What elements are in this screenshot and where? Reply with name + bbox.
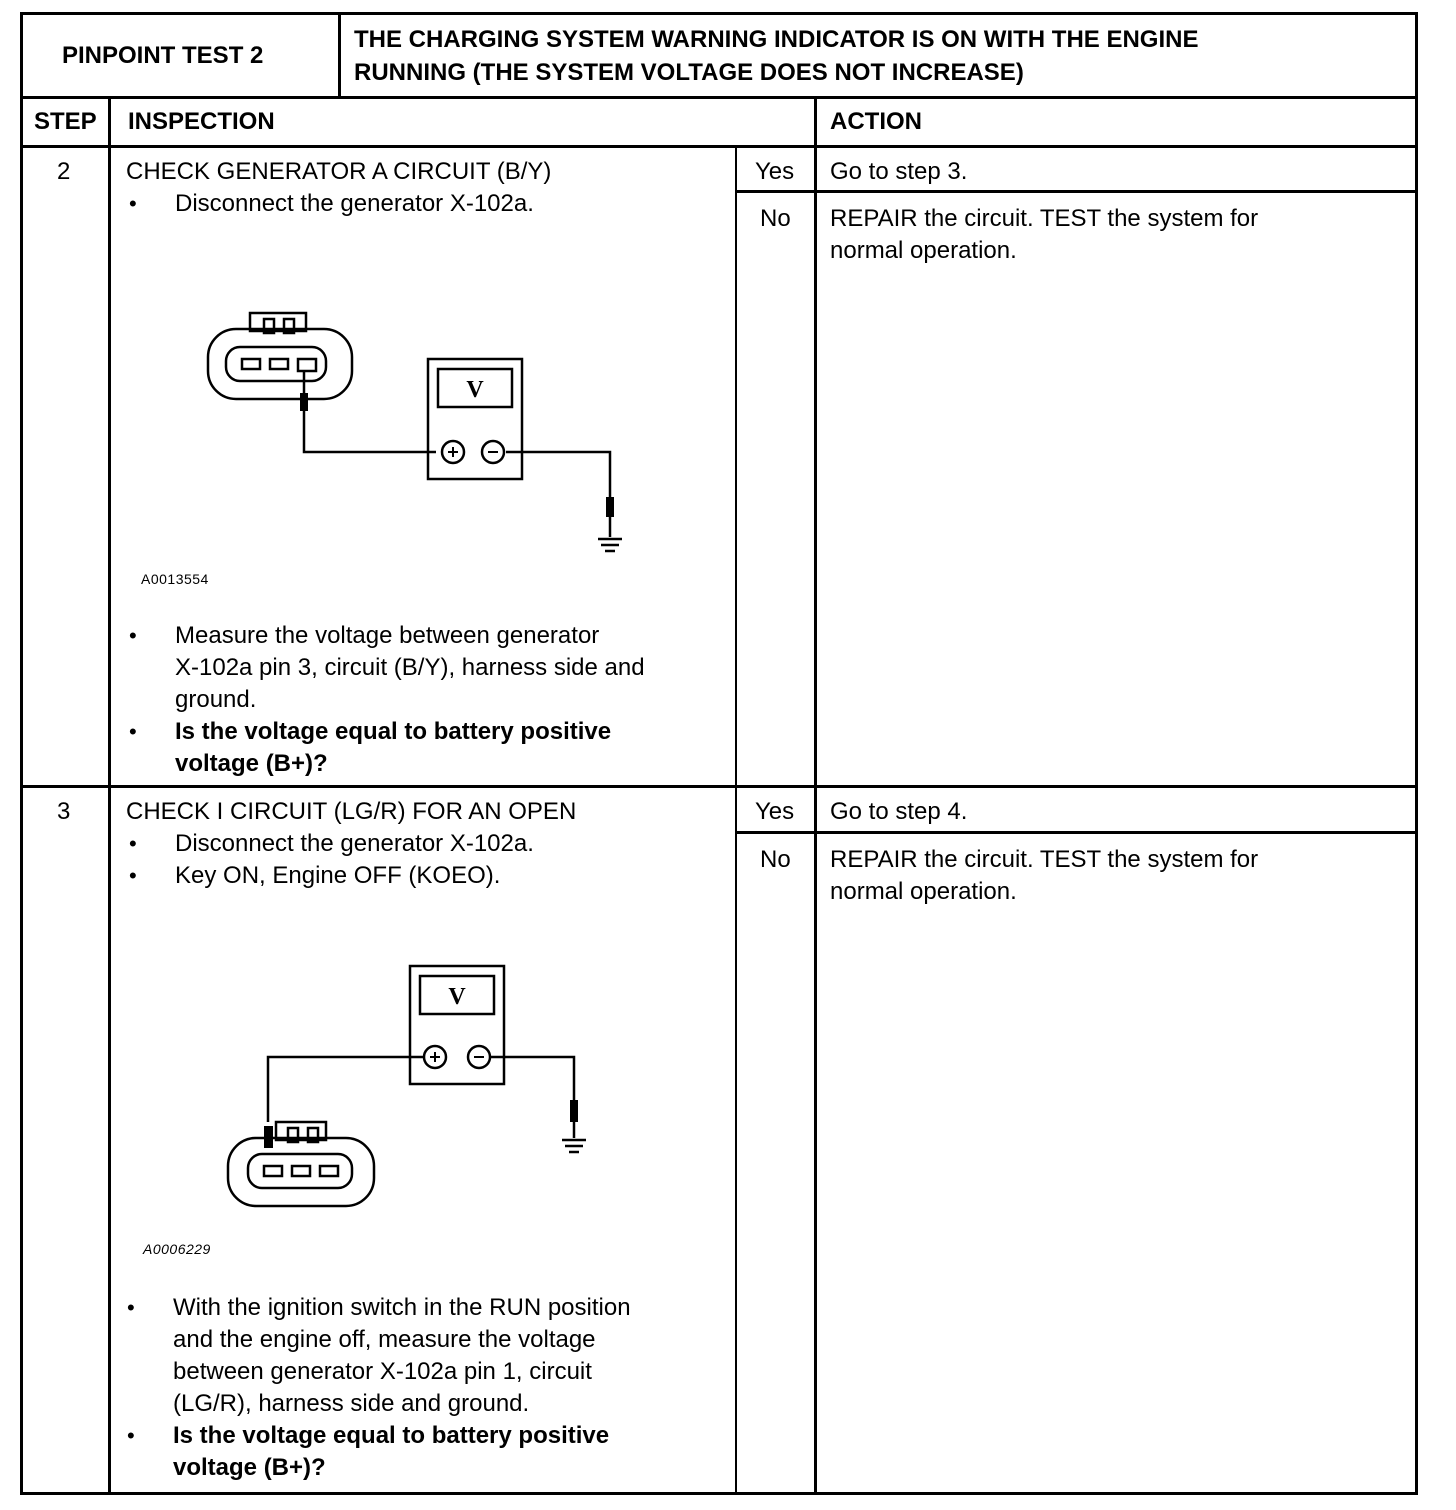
step-number: 2 xyxy=(57,158,71,185)
connector-voltmeter-diagram xyxy=(220,962,620,1212)
connector-icon xyxy=(228,1122,374,1206)
instruction-line: X-102a pin 3, circuit (B/Y), harness side and xyxy=(175,654,645,681)
instruction-item: Key ON, Engine OFF (KOEO). xyxy=(175,862,501,889)
no-label: No xyxy=(760,205,791,232)
ground-icon xyxy=(598,497,622,551)
figure-code: A0013554 xyxy=(141,571,209,587)
ground-icon xyxy=(562,1100,586,1152)
bullet-icon: • xyxy=(129,863,137,888)
wire xyxy=(268,1057,574,1122)
pinpoint-test-label: PINPOINT TEST 2 xyxy=(62,42,264,69)
connector-voltmeter-diagram xyxy=(200,305,650,565)
figure-code: A0006229 xyxy=(143,1241,211,1257)
probe-icon xyxy=(300,393,308,411)
no-action-line: normal operation. xyxy=(830,878,1017,905)
column-header-action: ACTION xyxy=(830,108,922,135)
bullet-icon: • xyxy=(129,831,137,856)
step-title: CHECK I CIRCUIT (LG/R) FOR AN OPEN xyxy=(126,798,577,825)
instruction-line: (LG/R), harness side and ground. xyxy=(173,1390,530,1417)
instruction-item: Disconnect the generator X-102a. xyxy=(175,830,534,857)
no-action-line: REPAIR the circuit. TEST the system for xyxy=(830,846,1259,873)
meter-label: V xyxy=(466,377,484,403)
instruction-line: ground. xyxy=(175,686,257,713)
no-action-line: normal operation. xyxy=(830,237,1017,264)
test-title-line-2: RUNNING (THE SYSTEM VOLTAGE DOES NOT INCREASE) xyxy=(354,59,1024,86)
column-header-inspection: INSPECTION xyxy=(128,108,275,135)
question-line: Is the voltage equal to battery positive xyxy=(175,718,612,745)
instruction-line: and the engine off, measure the voltage xyxy=(173,1326,596,1353)
instruction-line: With the ignition switch in the RUN position xyxy=(173,1294,631,1321)
connector-icon xyxy=(208,313,352,399)
step-number: 3 xyxy=(57,798,71,825)
question-line: Is the voltage equal to battery positive xyxy=(173,1422,610,1449)
bullet-icon: • xyxy=(129,623,137,648)
yes-action: Go to step 3. xyxy=(830,158,968,185)
instruction-line: between generator X-102a pin 1, circuit xyxy=(173,1358,592,1385)
column-header-step: STEP xyxy=(34,108,97,135)
step-title: CHECK GENERATOR A CIRCUIT (B/Y) xyxy=(126,158,552,185)
instruction-item: Disconnect the generator X-102a. xyxy=(175,190,534,217)
bullet-icon: • xyxy=(129,719,137,744)
question-line: voltage (B+)? xyxy=(173,1454,326,1481)
meter-label: V xyxy=(448,984,466,1010)
bullet-icon: • xyxy=(127,1423,135,1448)
test-title-line-1: THE CHARGING SYSTEM WARNING INDICATOR IS ON WITH THE ENGINE xyxy=(354,26,1199,53)
no-label: No xyxy=(760,846,791,873)
yes-label: Yes xyxy=(755,158,795,185)
instruction-line: Measure the voltage between generator xyxy=(175,622,600,649)
yes-label: Yes xyxy=(755,798,795,825)
no-action-line: REPAIR the circuit. TEST the system for xyxy=(830,205,1259,232)
bullet-icon: • xyxy=(127,1295,135,1320)
question-line: voltage (B+)? xyxy=(175,750,328,777)
bullet-icon: • xyxy=(129,191,137,216)
probe-icon xyxy=(264,1126,273,1148)
yes-action: Go to step 4. xyxy=(830,798,968,825)
